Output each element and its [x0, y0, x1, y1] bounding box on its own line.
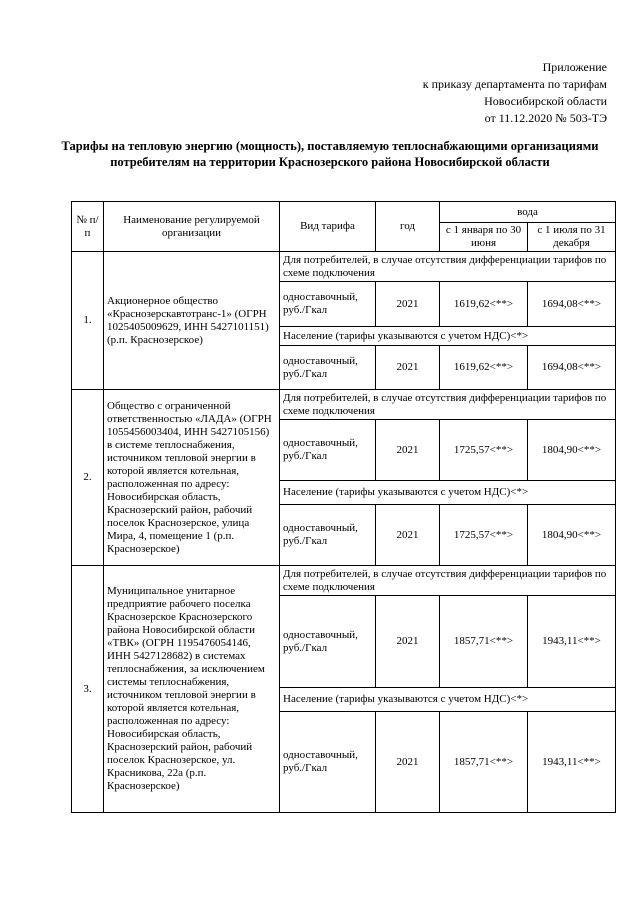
- appendix-line-2: к приказу департамента по тарифам: [422, 77, 607, 91]
- tariff-value-period-1: 1619,62<**>: [440, 282, 528, 327]
- appendix-line-1: Приложение: [542, 60, 607, 74]
- population-group-label: Население (тарифы указываются с учетом НДС)<*>: [280, 481, 616, 505]
- appendix-block: [307, 59, 607, 127]
- tariff-type-cell: одноставочный, руб./Гкал: [280, 420, 376, 481]
- year-cell: 2021: [376, 596, 440, 688]
- tariff-type-cell: одноставочный, руб./Гкал: [280, 346, 376, 390]
- organization-name: Акционерное общество «Краснозерскавтотранс-1» (ОГРН 1025405009629, ИНН 5427101151) (р.п. Краснозерское): [104, 252, 280, 390]
- header-water: вода: [440, 202, 616, 223]
- header-row: [72, 202, 616, 223]
- tariff-type-cell: одноставочный, руб./Гкал: [280, 712, 376, 813]
- tariff-type-cell: одноставочный, руб./Гкал: [280, 282, 376, 327]
- tariff-value-period-2: 1943,11<**>: [528, 712, 616, 813]
- tariff-value-period-1: 1857,71<**>: [440, 712, 528, 813]
- header-period-1: с 1 января по 30 июня: [440, 223, 528, 252]
- year-cell: 2021: [376, 420, 440, 481]
- header-year: год: [376, 202, 440, 252]
- header-num: № п/п: [72, 202, 104, 252]
- tariff-value-period-1: 1725,57<**>: [440, 505, 528, 566]
- organization-name: Муниципальное унитарное предприятие рабочего поселка Краснозерское Краснозерского района Новосибирской области «ТВК» (ОГРН 1195476054146, ИНН 5427128682) в системах теплоснабжения, за исключением системы теплоснабжения, источником тепловой энергии в которой является котельная, расположенная по адресу: Новосибирская область, Краснозерский район, рабочий поселок Краснозерское, ул. Красникова, 22а (р.п. Краснозерское): [104, 566, 280, 813]
- row-number: 3.: [72, 566, 104, 813]
- tariff-value-period-2: 1694,08<**>: [528, 282, 616, 327]
- tariff-type-cell: одноставочный, руб./Гкал: [280, 596, 376, 688]
- consumer-group-label: Для потребителей, в случае отсутствия дифференциации тарифов по схеме подключения: [280, 390, 616, 420]
- header-period-2: с 1 июля по 31 декабря: [528, 223, 616, 252]
- tariff-value-period-1: 1725,57<**>: [440, 420, 528, 481]
- organization-name: Общество с ограниченной ответственностью «ЛАДА» (ОГРН 1055456003404, ИНН 5427105156) в системе теплоснабжения, источником тепловой энергии в которой является котельная, расположенная по адресу: Новосибирская область, Краснозерский район, рабочий поселок Краснозерское, улица Мира, 4, помещение 1 (р.п. Краснозерское): [104, 390, 280, 566]
- tariff-table: [71, 201, 616, 813]
- row-number: 1.: [72, 252, 104, 390]
- tariff-value-period-2: 1694,08<**>: [528, 346, 616, 390]
- header-tariff-type: Вид тарифа: [280, 202, 376, 252]
- appendix-line-3: Новосибирской области: [484, 94, 607, 108]
- tariff-value-period-2: 1804,90<**>: [528, 505, 616, 566]
- population-group-label: Население (тарифы указываются с учетом НДС)<*>: [280, 327, 616, 346]
- header-org: Наименование регулируемой организации: [104, 202, 280, 252]
- appendix-line-4: от 11.12.2020 № 503-ТЭ: [484, 111, 607, 125]
- table-row: [72, 252, 616, 282]
- tariff-value-period-1: 1619,62<**>: [440, 346, 528, 390]
- consumer-group-label: Для потребителей, в случае отсутствия дифференциации тарифов по схеме подключения: [280, 252, 616, 282]
- tariff-value-period-2: 1804,90<**>: [528, 420, 616, 481]
- document-title: Тарифы на тепловую энергию (мощность), поставляемую теплоснабжающими организациями потребителям на территории Краснозерского района Новосибирской области: [61, 139, 599, 169]
- tariff-value-period-2: 1943,11<**>: [528, 596, 616, 688]
- year-cell: 2021: [376, 282, 440, 327]
- tariff-type-cell: одноставочный, руб./Гкал: [280, 505, 376, 566]
- population-group-label: Население (тарифы указываются с учетом НДС)<*>: [280, 688, 616, 712]
- tariff-value-period-1: 1857,71<**>: [440, 596, 528, 688]
- table-row: [72, 566, 616, 596]
- row-number: 2.: [72, 390, 104, 566]
- consumer-group-label: Для потребителей, в случае отсутствия дифференциации тарифов по схеме подключения: [280, 566, 616, 596]
- year-cell: 2021: [376, 346, 440, 390]
- table-row: [72, 390, 616, 420]
- year-cell: 2021: [376, 505, 440, 566]
- year-cell: 2021: [376, 712, 440, 813]
